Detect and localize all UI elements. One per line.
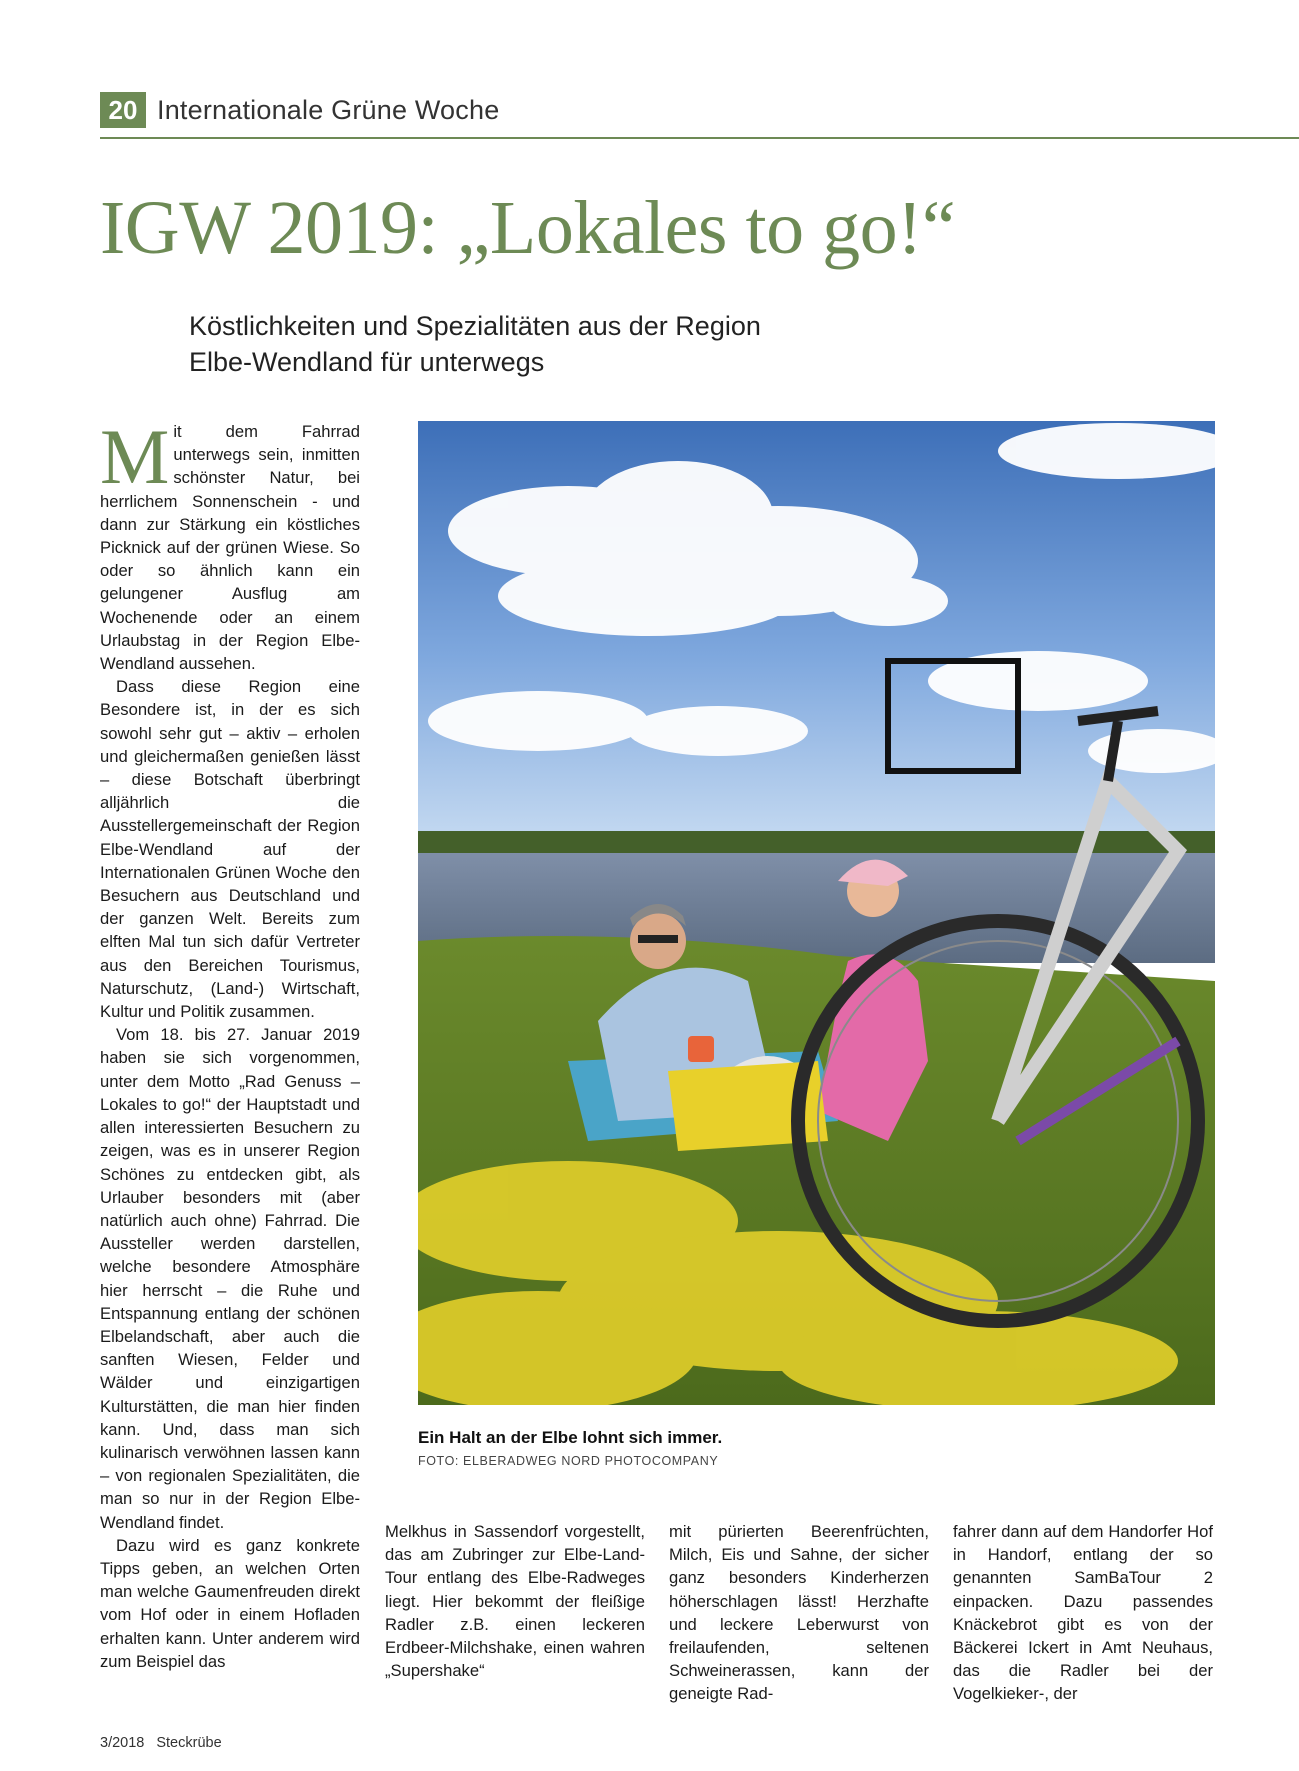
subtitle-line: Köstlichkeiten und Spezialitäten aus der Region	[189, 311, 761, 341]
picnic-scene-illustration	[418, 421, 1215, 1405]
subtitle-line: Elbe-Wendland für unterwegs	[189, 347, 545, 377]
text-column-2	[385, 1520, 645, 1682]
magazine-name: Steckrübe	[156, 1735, 222, 1751]
paragraph: Vom 18. bis 27. Januar 2019 haben sie sich vorgenommen, unter dem Motto „Rad Genuss – Lokales to go!“ der Hauptstadt und allen interessierten Besuchern zu zeigen, was es in unserer Region Schönes zu entdecken gibt, als Urlauber besonders mit (aber natürlich auch ohne) Fahrrad. Die Aussteller werden darstellen, welche besondere Atmosphäre hier herrscht – die Ruhe und Entspannung entlang der schönen Elbelandschaft, aber auch die sanften Wiesen, Felder und Wälder und einzigartigen Kulturstätten, die man hier finden kann. Und, dass man sich kulinarisch verwöhnen lassen kann – von regionalen Spezialitäten, die man so nur in der Region Elbe-Wendland findet.	[100, 1025, 360, 1532]
article-photo	[418, 421, 1215, 1405]
page-header	[100, 92, 499, 128]
drop-cap: M	[100, 413, 170, 500]
photo-credit: FOTO: ELBERADWEG NORD PHOTOCOMPANY	[418, 1454, 719, 1468]
text-column-4	[953, 1520, 1213, 1706]
issue-number: 3/2018	[100, 1735, 145, 1751]
caption-text: Ein Halt an der Elbe lohnt sich immer.	[418, 1428, 723, 1447]
article-subtitle	[189, 308, 889, 380]
page-number: 20	[100, 92, 146, 128]
paragraph: Dass diese Region eine Besondere ist, in der es sich sowohl sehr gut – aktiv – erholen und gleichermaßen genießen lässt – diese Botschaft überbringt alljährlich die Ausstellergemeinschaft der Region Elbe-Wendland auf der Internationalen Grünen Woche den Besuchern aus Deutschland und der ganzen Welt. Bereits zum elften Mal tun sich dafür Vertreter aus den Bereichen Tourismus, Naturschutz, (Land-) Wirtschaft, Kultur und Politik zusammen.	[100, 677, 360, 1022]
article-headline: IGW 2019: „Lokales to go!“	[100, 186, 956, 270]
header-rule	[100, 137, 1299, 139]
paragraph: mit pürierten Beerenfrüchten, Milch, Eis und Sahne, der sicher ganz besonders Kinderherzen höherschlagen lässt! Herzhafte und leckere Leberwurst von freilaufenden, seltenen Schweinerassen, kann der geneigte Rad-	[669, 1522, 929, 1704]
section-title: Internationale Grüne Woche	[157, 94, 500, 125]
paragraph-text: it dem Fahrrad unterwegs sein, inmitten schönster Natur, bei herrlichem Sonnenschein - und dann zur Stärkung ein köstliches Picknick auf der grünen Wiese. So oder so ähnlich kann ein gelungener Ausflug am Wochenende oder an einem Urlaubstag in der Region Elbe-Wendland aussehen.	[100, 422, 360, 674]
text-column-1	[100, 413, 360, 1673]
paragraph: fahrer dann auf dem Handorfer Hof in Handorf, entlang der so genannten SamBaTour 2 einpacken. Dazu passendes Knäckebrot gibt es von der Bäckerei Ickert in Amt Neuhaus, das die Radler bei der Vogelkieker-, der	[953, 1522, 1213, 1704]
photo-caption	[418, 1428, 1208, 1468]
paragraph: Melkhus in Sassendorf vorgestellt, das am Zubringer zur Elbe-Land-Tour entlang des Elbe-Radweges liegt. Hier bekommt der fleißige Radler z.B. einen leckeren Erdbeer-Milchshake, einen wahren „Supershake“	[385, 1522, 645, 1681]
paragraph: Dazu wird es ganz konkrete Tipps geben, an welchen Orten man welche Gaumenfreuden direkt vom Hof oder in einem Hofladen erhalten kann. Unter anderem wird zum Beispiel das	[100, 1535, 360, 1671]
text-column-3	[669, 1520, 929, 1706]
intro-paragraph	[100, 413, 360, 675]
page-footer	[100, 1735, 222, 1751]
